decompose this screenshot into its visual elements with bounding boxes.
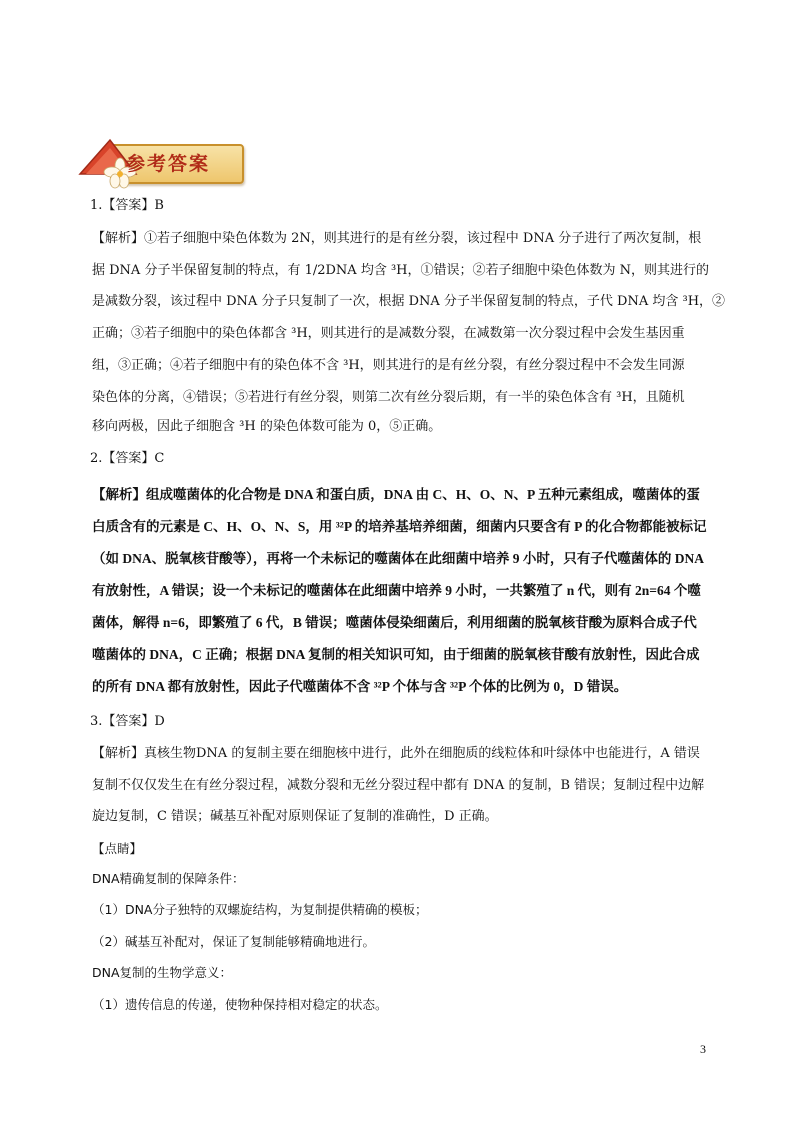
q3-note: DNA复制的生物学意义： bbox=[92, 965, 233, 980]
q3-note: （1）遗传信息的传递，使物种保持相对稳定的状态。 bbox=[92, 997, 388, 1012]
q2-line: 白质含有的元素是 C、H、O、N、S，用 ³²P 的培养基培养细菌，细菌内只要含有 P 的化合物都能被标记 bbox=[92, 519, 707, 534]
q2-line: 的所有 DNA 都有放射性，因此子代噬菌体不含 ³²P 个体与含 ³²P 个体的比例为 0，D 错误。 bbox=[92, 679, 628, 694]
q2-line: 菌体，解得 n=6，即繁殖了 6 代，B 错误；噬菌体侵染细菌后，利用细菌的脱氧核苷酸为原料合成子代 bbox=[92, 615, 697, 630]
q1-line: 【解析】①若子细胞中染色体数为 2N，则其进行的是有丝分裂，该过程中 DNA 分子进行了两次复制，根 bbox=[92, 231, 702, 246]
banner-title: 参考答案 bbox=[126, 153, 211, 175]
q1-line: 是减数分裂，该过程中 DNA 分子只复制了一次，根据 DNA 分子半保留复制的特点，子代 DNA 均含 ³H，② bbox=[92, 294, 726, 309]
q3-line: 复制不仅仅发生在有丝分裂过程，减数分裂和无丝分裂过程中都有 DNA 的复制，B 错误；复制过程中边解 bbox=[92, 778, 705, 793]
q3-note: （2）碱基互补配对，保证了复制能够精确地进行。 bbox=[92, 934, 375, 949]
q2-line: （如 DNA、脱氧核苷酸等），再将一个未标记的噬菌体在此细菌中培养 9 小时，只有子代噬菌体的 DNA bbox=[92, 551, 704, 566]
q1-line: 组，③正确；④若子细胞中有的染色体不含 ³H，则其进行的是有丝分裂，有丝分裂过程中不会发生同源 bbox=[92, 358, 685, 373]
q1-heading: 1.【答案】B bbox=[90, 198, 164, 213]
q2-line: 有放射性，A 错误；设一个未标记的噬菌体在此细菌中培养 9 小时，一共繁殖了 n 代，则有 2n=64 个噬 bbox=[92, 583, 701, 598]
q1-line: 正确；③若子细胞中的染色体都含 ³H，则其进行的是减数分裂，在减数第一次分裂过程中会发生基因重 bbox=[92, 326, 685, 341]
q3-note: DNA精确复制的保障条件： bbox=[92, 871, 245, 886]
q3-tip-label: 【点睛】 bbox=[92, 841, 143, 856]
q3-line: 旋边复制，C 错误；碱基互补配对原则保证了复制的准确性，D 正确。 bbox=[92, 809, 498, 824]
q1-line: 据 DNA 分子半保留复制的特点，有 1/2DNA 均含 ³H，①错误；②若子细胞中染色体数为 N，则其进行的 bbox=[92, 263, 710, 278]
q2-heading: 2.【答案】C bbox=[90, 451, 165, 466]
q1-line: 移向两极，因此子细胞含 ³H 的染色体数可能为 0，⑤正确。 bbox=[92, 419, 442, 434]
page-number: 3 bbox=[700, 1042, 706, 1056]
answer-banner bbox=[76, 134, 246, 186]
q2-line: 【解析】组成噬菌体的化合物是 DNA 和蛋白质，DNA 由 C、H、O、N、P 五种元素组成，噬菌体的蛋 bbox=[92, 487, 700, 502]
q3-heading: 3.【答案】D bbox=[90, 714, 165, 729]
q2-line: 噬菌体的 DNA，C 正确；根据 DNA 复制的相关知识可知，由于细菌的脱氧核苷酸有放射性，因此合成 bbox=[92, 647, 700, 662]
q1-line: 染色体的分离，④错误；⑤若进行有丝分裂，则第二次有丝分裂后期，有一半的染色体含有 ³H，且随机 bbox=[92, 390, 685, 405]
q3-line: 【解析】真核生物DNA 的复制主要在细胞核中进行，此外在细胞质的线粒体和叶绿体中也能进行，A 错误 bbox=[92, 746, 700, 761]
q3-note: （1）DNA分子独特的双螺旋结构，为复制提供精确的模板； bbox=[92, 902, 428, 917]
